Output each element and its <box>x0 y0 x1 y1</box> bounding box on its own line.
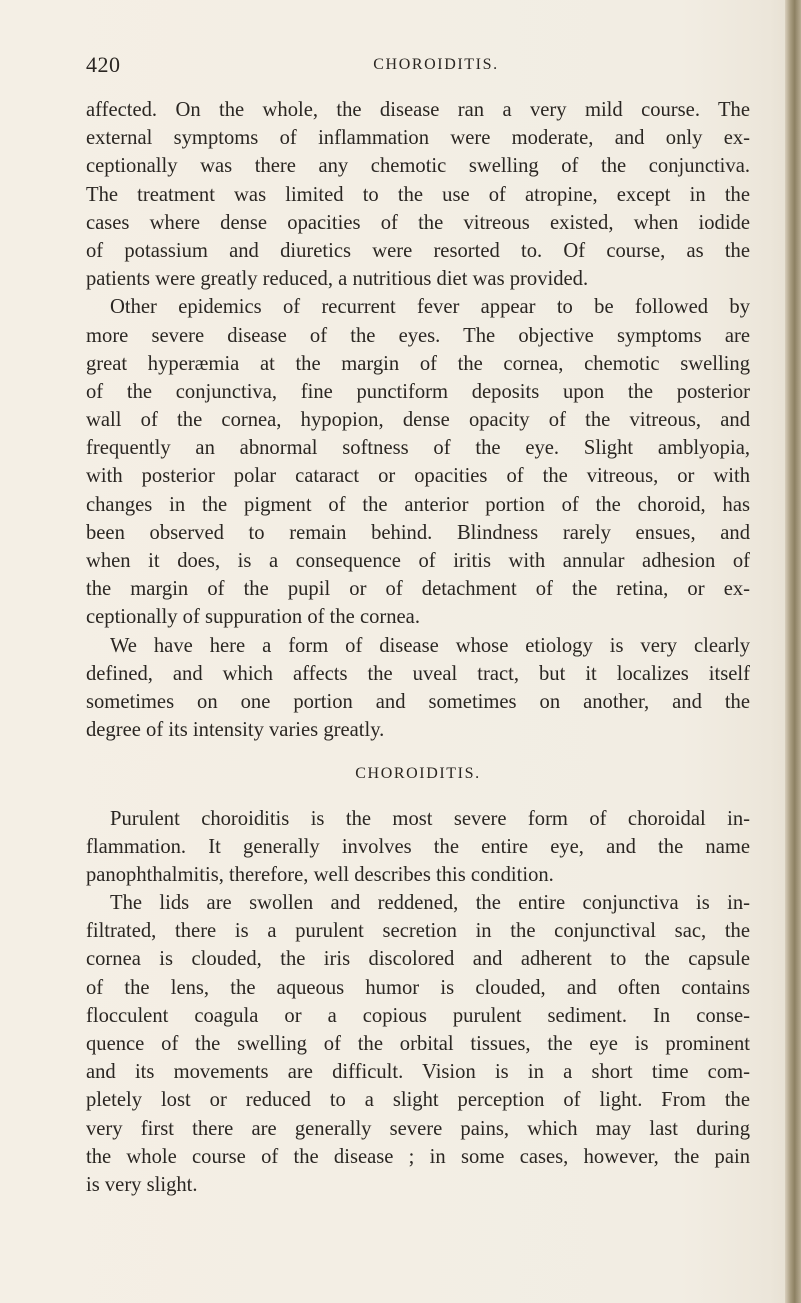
text-line: and its movements are difficult. Vision is in a short time com- <box>86 1061 750 1084</box>
text-line: defined, and which affects the uveal tract, but it localizes itself <box>86 662 750 685</box>
text-line: Other epidemics of recurrent fever appear to be followed by <box>110 296 750 319</box>
section-heading: CHOROIDITIS. <box>355 765 481 783</box>
text-line: more severe disease of the eyes. The objective symptoms are <box>86 324 750 347</box>
text-line: flammation. It generally involves the entire eye, and the name <box>86 835 750 858</box>
text-line: The treatment was limited to the use of atropine, except in the <box>86 183 750 206</box>
page-number: 420 <box>86 52 121 77</box>
text-line: The lids are swollen and reddened, the entire conjunctiva is in- <box>110 892 750 915</box>
text-line: the margin of the pupil or of detachment of the retina, or ex- <box>86 578 750 601</box>
text-line: degree of its intensity varies greatly. <box>86 719 385 742</box>
page-header <box>86 52 746 86</box>
text-line: great hyperæmia at the margin of the cornea, chemotic swelling <box>86 352 750 375</box>
text-line: frequently an abnormal softness of the eye. Slight amblyopia, <box>86 437 750 460</box>
text-line: patients were greatly reduced, a nutritious diet was provided. <box>86 268 589 291</box>
text-line: affected. On the whole, the disease ran a very mild course. The <box>86 99 750 121</box>
text-after-heading <box>86 805 750 1200</box>
text-line: changes in the pigment of the anterior portion of the choroid, has <box>86 493 750 516</box>
text-line: Purulent choroiditis is the most severe form of choroidal in- <box>110 807 750 830</box>
text-line: We have here a form of disease whose etiology is very clearly <box>110 634 750 657</box>
text-line: when it does, is a consequence of iritis with annular adhesion of <box>86 550 750 572</box>
text-line: is very slight. <box>86 1173 198 1196</box>
text-line: flocculent coagula or a copious purulent sediment. In conse- <box>86 1004 750 1027</box>
text-line: the whole course of the disease ; in some cases, however, the pain <box>86 1145 750 1168</box>
page-edge-shadow <box>785 0 801 1303</box>
text-line: cases where dense opacities of the vitreous existed, when iodide <box>86 211 750 234</box>
text-line: ceptionally of suppuration of the cornea. <box>86 606 420 629</box>
running-title: CHOROIDITIS. <box>373 56 499 73</box>
text-line: pletely lost or reduced to a slight perception of light. From the <box>86 1089 750 1112</box>
text-line: external symptoms of inflammation were moderate, and only ex- <box>86 127 750 150</box>
text-line: cornea is clouded, the iris discolored and adherent to the capsule <box>86 948 750 971</box>
text-line: with posterior polar cataract or opacities of the vitreous, or with <box>86 465 750 488</box>
text-line: panophthalmitis, therefore, well describes this condition. <box>86 863 554 886</box>
text-line: sometimes on one portion and sometimes on another, and the <box>86 690 750 713</box>
body-text <box>86 96 750 1199</box>
text-line: been observed to remain behind. Blindness rarely ensues, and <box>86 521 750 544</box>
text-line: quence of the swelling of the orbital tissues, the eye is prominent <box>86 1033 750 1055</box>
text-line: wall of the cornea, hypopion, dense opacity of the vitreous, and <box>86 409 750 432</box>
text-line: very first there are generally severe pains, which may last during <box>86 1117 750 1140</box>
text-line: ceptionally was there any chemotic swelling of the conjunctiva. <box>86 155 750 178</box>
text-line: of potassium and diuretics were resorted to. Of course, as the <box>86 239 750 262</box>
text-before-heading <box>86 96 750 744</box>
text-line: of the lens, the aqueous humor is clouded, and often contains <box>86 976 750 999</box>
text-line: filtrated, there is a purulent secretion in the conjunctival sac, the <box>86 920 750 943</box>
text-line: of the conjunctiva, fine punctiform deposits upon the posterior <box>86 380 750 403</box>
